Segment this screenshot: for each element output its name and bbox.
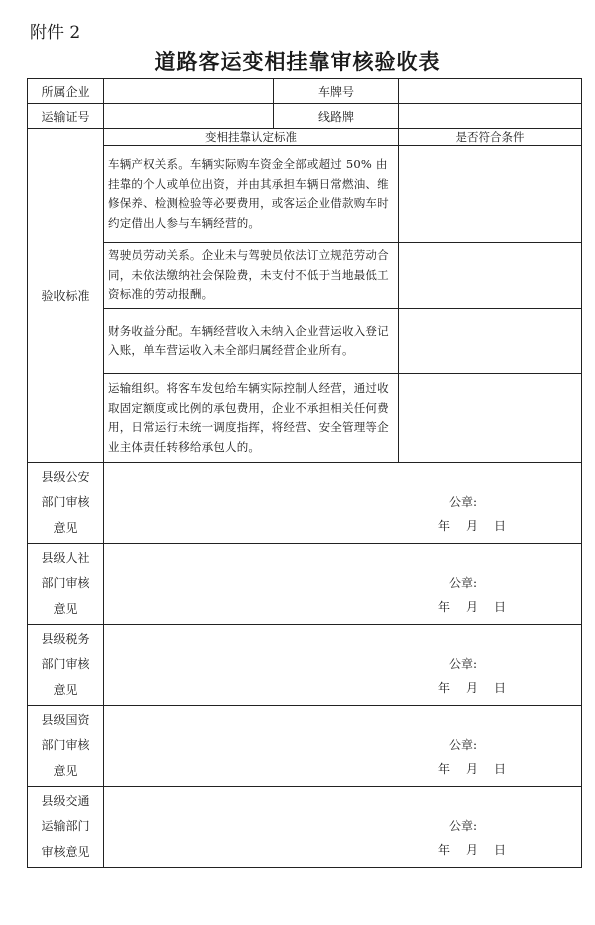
form-title: 道路客运变相挂靠审核验收表 [154,49,441,74]
department-label-line: 部门审核 [41,657,90,672]
department-label-line: 县级税务 [41,631,90,646]
criteria-row [28,146,582,243]
department-opinion-field[interactable] [104,625,582,706]
standard-column-header: 变相挂靠认定标准 [104,129,399,146]
criterion-driver-labor: 驾驶员劳动关系。企业未与驾驶员依法订立规范劳动合同，未依法缴纳社会保险费，未支付不低于当地最低工资标准的劳动报酬。 [104,243,399,309]
month-label: 月 [466,519,479,533]
department-label [28,787,104,868]
criteria-row [28,374,582,463]
criteria-row [28,243,582,309]
department-label-line: 运输部门 [41,819,90,834]
acceptance-form-table [27,78,582,868]
year-label: 年 [438,681,451,695]
company-field[interactable] [104,79,274,104]
day-label: 日 [494,762,507,776]
official-seal-label: 公章: [449,657,478,671]
department-row-public-security [28,463,582,544]
department-label-line: 意见 [53,682,78,697]
compliance-field[interactable] [399,243,582,309]
info-row-permit [28,104,582,129]
department-label-line: 部门审核 [41,495,90,510]
signature-date [438,679,522,696]
department-label-line: 县级人社 [41,550,90,565]
criteria-header-row [28,129,582,146]
department-opinion-field[interactable] [104,463,582,544]
department-label-line: 部门审核 [41,738,90,753]
department-label-line: 审核意见 [41,844,90,859]
criteria-row [28,309,582,374]
department-label [28,544,104,625]
route-sign-field[interactable] [399,104,582,129]
day-label: 日 [494,600,507,614]
department-label-line: 部门审核 [41,576,90,591]
year-label: 年 [438,600,451,614]
route-sign-label: 线路牌 [274,104,399,129]
criterion-vehicle-ownership: 车辆产权关系。车辆实际购车资金全部或超过 50% 由挂靠的个人或单位出资，并由其承担车辆日常燃油、维修保养、检测检验等必要费用，或客运企业借款购车时约定借出人参与车辆经营的。 [104,146,399,243]
compliance-column-header: 是否符合条件 [399,129,582,146]
signature-date [438,841,522,858]
compliance-field[interactable] [399,309,582,374]
month-label: 月 [466,843,479,857]
day-label: 日 [494,843,507,857]
info-row-company [28,79,582,104]
department-label-line: 意见 [53,763,78,778]
compliance-field[interactable] [399,374,582,463]
attachment-label: 附件 2 [30,23,81,43]
day-label: 日 [494,519,507,533]
plate-number-label: 车牌号 [274,79,399,104]
department-opinion-field[interactable] [104,706,582,787]
department-opinion-field[interactable] [104,787,582,868]
year-label: 年 [438,519,451,533]
signature-date [438,598,522,615]
department-row-state-assets [28,706,582,787]
criterion-transport-organization: 运输组织。将客车发包给车辆实际控制人经营，通过收取固定额度或比例的承包费用，企业不承担相关任何费用，日常运行未统一调度指挥，将经营、安全管理等企业主体责任转移给承包人的。 [104,374,399,463]
day-label: 日 [494,681,507,695]
plate-number-field[interactable] [399,79,582,104]
department-row-transportation [28,787,582,868]
transport-permit-label: 运输证号 [28,104,104,129]
compliance-field[interactable] [399,146,582,243]
department-row-human-resources [28,544,582,625]
department-label-line: 意见 [53,601,78,616]
criterion-financial-income: 财务收益分配。车辆经营收入未纳入企业营运收入登记入账，单车营运收入未全部归属经营企业所有。 [104,309,399,374]
official-seal-label: 公章: [449,819,478,833]
month-label: 月 [466,762,479,776]
department-label-line: 县级国资 [41,712,90,727]
department-opinion-field[interactable] [104,544,582,625]
department-row-taxation [28,625,582,706]
official-seal-label: 公章: [449,495,478,509]
department-label-line: 县级交通 [41,793,90,808]
month-label: 月 [466,681,479,695]
year-label: 年 [438,843,451,857]
signature-date [438,760,522,777]
transport-permit-field[interactable] [104,104,274,129]
department-label [28,706,104,787]
company-label: 所属企业 [28,79,104,104]
official-seal-label: 公章: [449,738,478,752]
signature-date [438,517,522,534]
department-label-line: 意见 [53,520,78,535]
department-label-line: 县级公安 [41,469,90,484]
year-label: 年 [438,762,451,776]
department-label [28,625,104,706]
department-label [28,463,104,544]
criteria-section-label: 验收标准 [28,129,104,463]
month-label: 月 [466,600,479,614]
official-seal-label: 公章: [449,576,478,590]
